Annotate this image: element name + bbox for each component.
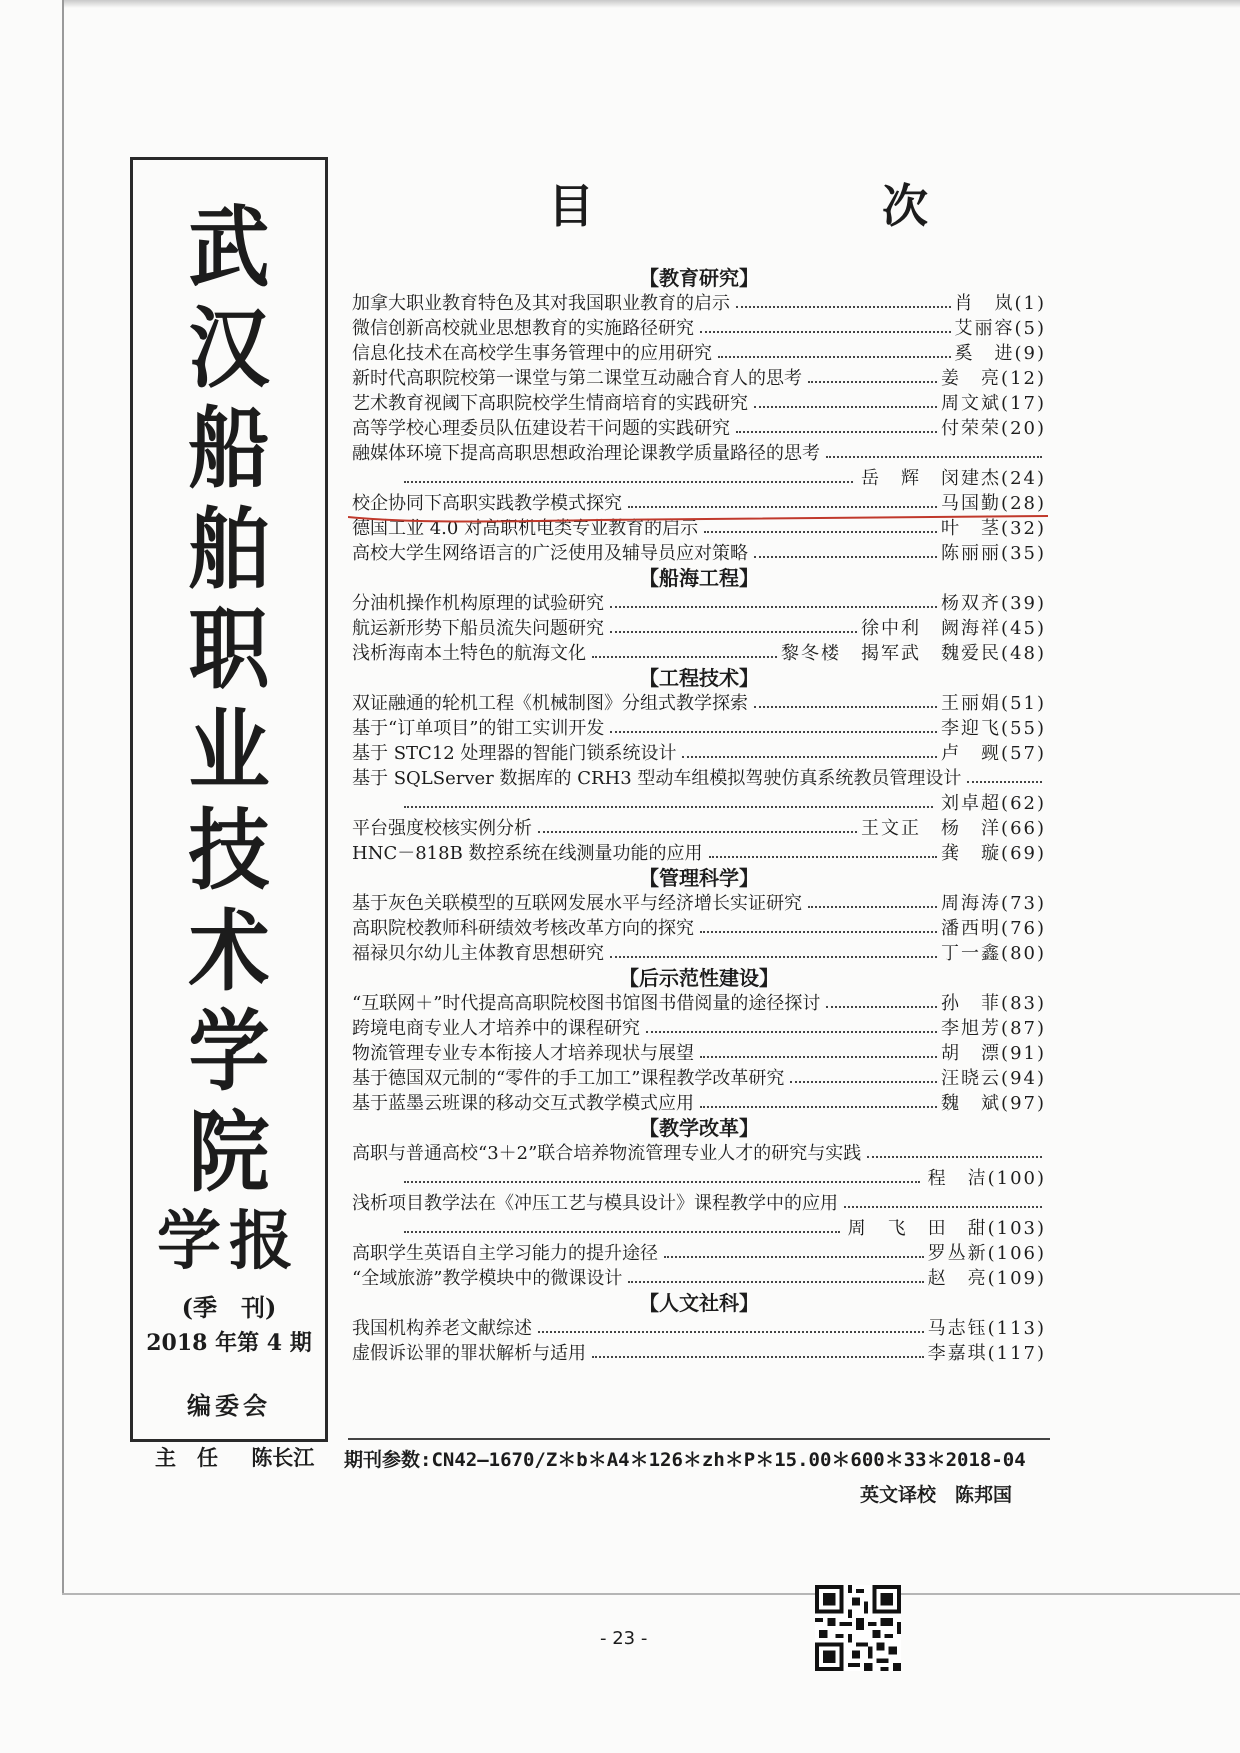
dot-leader (790, 1081, 937, 1083)
dot-leader (826, 456, 1042, 458)
red-underline-annotation (348, 514, 1048, 524)
article-title: 高职学生英语自主学习能力的提升途径 (352, 1243, 658, 1264)
dot-leader (610, 956, 937, 958)
article-author-page: 徐中利 阙海祥(45) (861, 618, 1046, 639)
article-title: 双证融通的轮机工程《机械制图》分组式教学探索 (352, 693, 748, 714)
dot-leader (538, 1331, 924, 1333)
toc-section-heading: 【后示范性建设】 (619, 966, 779, 990)
article-author-page: 姜 亮(12) (941, 368, 1046, 389)
toc-entry[interactable] (352, 616, 1046, 641)
article-author-page: 胡 漂(91) (941, 1043, 1046, 1064)
toc-entry[interactable] (352, 291, 1046, 316)
dot-leader (826, 1006, 937, 1008)
toc-title (548, 170, 928, 236)
article-title: “全域旅游”教学模块中的微课设计 (352, 1268, 623, 1289)
toc-entry[interactable] (352, 441, 1046, 466)
article-title: 航运新形势下船员流失问题研究 (352, 618, 604, 639)
toc-section-heading: 【工程技术】 (639, 666, 759, 690)
english-translator: 英文译校 陈邦国 (860, 1484, 1013, 1506)
article-title: 微信创新高校就业思想教育的实施路径研究 (352, 318, 694, 339)
article-author-page: 马志钰(113) (927, 1318, 1046, 1339)
article-title: 分油机操作机构原理的试验研究 (352, 593, 604, 614)
dot-leader (700, 931, 937, 933)
toc-entry[interactable] (352, 891, 1046, 916)
toc-entry[interactable] (352, 916, 1046, 941)
article-title: 新时代高职院校第一课堂与第二课堂互动融合育人的思考 (352, 368, 802, 389)
article-title: 高职院校教师科研绩效考核改革方向的探究 (352, 918, 694, 939)
article-title: 艺术教育视阈下高职院校学生情商培育的实践研究 (352, 393, 748, 414)
toc-entry[interactable] (352, 591, 1046, 616)
toc-entry[interactable] (352, 491, 1046, 516)
article-title: HNC－818B 数控系统在线测量功能的应用 (352, 843, 703, 864)
dot-leader (646, 1031, 937, 1033)
article-author-page: 汪晓云(94) (941, 1068, 1046, 1089)
article-title: 基于灰色关联模型的互联网发展水平与经济增长实证研究 (352, 893, 802, 914)
article-author-page: 孙 菲(83) (941, 993, 1046, 1014)
toc-entry[interactable] (352, 1241, 1046, 1266)
journal-name-char: 汉 (188, 295, 270, 400)
article-author-page: 龚 璇(69) (941, 843, 1046, 864)
dot-leader (736, 306, 951, 308)
dot-leader (404, 1231, 840, 1233)
dot-leader (610, 631, 857, 633)
journal-name-char: 技 (188, 798, 270, 902)
article-author-page: 艾丽容(5) (954, 318, 1046, 339)
article-title: 跨境电商专业人才培养中的课程研究 (352, 1018, 640, 1039)
article-title: 高等学校心理委员队伍建设若干问题的实践研究 (352, 418, 730, 439)
toc-entry[interactable] (352, 391, 1046, 416)
toc-entry-continuation (352, 1216, 1046, 1241)
article-title: 融媒体环境下提高高职思想政治理论课教学质量路径的思考 (352, 443, 820, 464)
chief-name: 陈长江 (251, 1445, 315, 1470)
article-author-page: 赵 亮(109) (927, 1268, 1046, 1289)
table-of-contents (352, 266, 1046, 1436)
dot-leader (808, 906, 937, 908)
toc-entry[interactable] (352, 766, 1046, 791)
article-author-page: 卢 觋(57) (941, 743, 1046, 764)
article-author-page: 罗丛新(106) (927, 1243, 1046, 1264)
dot-leader (709, 856, 938, 858)
article-author-page: 王文正 杨 洋(66) (861, 818, 1046, 839)
dot-leader (628, 1281, 923, 1283)
journal-parameters: 期刊参数:CN42—1670/Z＊b＊A4＊126＊zh＊P＊15.00＊600＊33＊2018-04 (344, 1449, 1026, 1471)
article-author-page: 黎冬楼 揭军武 魏爱民(48) (781, 643, 1046, 664)
article-author-page: 肖 岚(1) (954, 293, 1046, 314)
dot-leader (592, 1356, 924, 1358)
toc-entry[interactable] (352, 1316, 1046, 1341)
toc-entry[interactable] (352, 841, 1046, 866)
article-author-page: 周文斌(17) (941, 393, 1046, 414)
toc-section-heading: 【管理科学】 (639, 866, 759, 890)
journal-name-char: 船 (188, 396, 270, 500)
article-author-page: 李旭芳(87) (941, 1018, 1046, 1039)
journal-name-char: 学 (188, 999, 270, 1103)
toc-entry[interactable] (352, 1091, 1046, 1116)
toc-entry[interactable] (352, 366, 1046, 391)
article-title: 福禄贝尔幼儿主体教育思想研究 (352, 943, 604, 964)
toc-entry-continuation (352, 466, 1046, 491)
qr-code-icon (815, 1585, 901, 1671)
article-author-page: 李嘉琪(117) (927, 1343, 1046, 1364)
toc-entry[interactable] (352, 716, 1046, 741)
toc-section-heading: 【教育研究】 (639, 266, 759, 290)
article-title: 信息化技术在高校学生事务管理中的应用研究 (352, 343, 712, 364)
toc-bottom-rule (348, 1438, 1050, 1440)
toc-section-heading: 【教学改革】 (639, 1116, 759, 1140)
toc-entry[interactable] (352, 1016, 1046, 1041)
toc-entry[interactable] (352, 1341, 1046, 1366)
article-title: 加拿大职业教育特色及其对我国职业教育的启示 (352, 293, 730, 314)
toc-entry[interactable] (352, 1041, 1046, 1066)
toc-entry[interactable] (352, 341, 1046, 366)
dot-leader (664, 1256, 924, 1258)
article-author-page: 陈丽丽(35) (941, 543, 1046, 564)
dot-leader (404, 481, 853, 483)
toc-entry[interactable] (352, 541, 1046, 566)
article-title: 浅析海南本土特色的航海文化 (352, 643, 586, 664)
dot-leader (700, 331, 951, 333)
dot-leader (844, 1206, 1042, 1208)
article-author-page: 李迎飞(55) (941, 718, 1046, 739)
article-title: 基于德国双元制的“零件的手工加工”课程教学改革研究 (352, 1068, 785, 1089)
dot-leader (610, 731, 937, 733)
dot-leader (404, 806, 933, 808)
toc-entry[interactable] (352, 816, 1046, 841)
article-title: 平台强度校核实例分析 (352, 818, 532, 839)
article-title: 虚假诉讼罪的罪状解析与适用 (352, 1343, 586, 1364)
dot-leader (718, 356, 951, 358)
dot-leader (592, 656, 777, 658)
journal-suffix: 学报 (157, 1204, 301, 1279)
toc-entry[interactable] (352, 991, 1046, 1016)
article-title: 基于 STC12 处理器的智能门锁系统设计 (352, 743, 677, 764)
article-title: 高校大学生网络语言的广泛使用及辅导员应对策略 (352, 543, 748, 564)
dot-leader (610, 606, 937, 608)
scan-edge-left (62, 0, 64, 1595)
journal-name-char: 武 (188, 195, 270, 299)
article-author-page: 程 洁(100) (927, 1168, 1046, 1189)
toc-entry[interactable] (352, 316, 1046, 341)
journal-name-char: 职 (188, 597, 270, 701)
article-author-page: 奚 进(9) (954, 343, 1046, 364)
dot-leader (754, 556, 937, 558)
journal-name-vertical (133, 197, 325, 1202)
journal-name-char: 业 (188, 697, 270, 802)
scan-edge-top (62, 0, 1240, 8)
article-author-page: 叶 茎(32) (941, 518, 1046, 539)
toc-entry[interactable] (352, 941, 1046, 966)
journal-name-char: 舶 (188, 496, 270, 601)
toc-entry-continuation (352, 791, 1046, 816)
toc-entry[interactable] (352, 641, 1046, 666)
dot-leader (700, 1106, 937, 1108)
article-author-page: 周 飞 田 甜(103) (847, 1218, 1046, 1239)
dot-leader (704, 531, 937, 533)
toc-title-right: 次 (882, 179, 928, 233)
page-number: - 23 - (600, 1628, 648, 1649)
journal-name-panel (130, 157, 328, 1470)
article-title: “互联网＋”时代提高高职院校图书馆图书借阅量的途径探讨 (352, 993, 821, 1014)
toc-entry[interactable] (352, 1191, 1046, 1216)
article-author-page: 马国勤(28) (941, 493, 1046, 514)
article-author-page: 杨双齐(39) (941, 593, 1046, 614)
dot-leader (967, 781, 1042, 783)
dot-leader (682, 756, 937, 758)
toc-section-heading: 【船海工程】 (639, 566, 759, 590)
article-author-page: 王丽娟(51) (941, 693, 1046, 714)
toc-entry[interactable] (352, 741, 1046, 766)
editor-in-chief (155, 1442, 314, 1472)
chief-label: 主 任 (155, 1445, 218, 1470)
journal-name-char: 术 (188, 898, 270, 1003)
dot-leader (754, 706, 937, 708)
article-title: 我国机构养老文献综述 (352, 1318, 532, 1339)
editorial-board-heading: 编委会 (187, 1391, 271, 1420)
article-title: 德国工业 4.0 对高职机电类专业教育的启示 (352, 518, 699, 539)
scan-edge-bottom (62, 1593, 1240, 1595)
issue-number: 2018 年第 4 期 (146, 1330, 312, 1356)
article-title: 浅析项目教学法在《冲压工艺与模具设计》课程教学中的应用 (352, 1193, 838, 1214)
article-title: 基于 SQLServer 数据库的 CRH3 型动车组模拟驾驶仿真系统教员管理设计 (352, 768, 962, 789)
toc-entry[interactable] (352, 1066, 1046, 1091)
toc-entry[interactable] (352, 1266, 1046, 1291)
article-author-page: 刘卓超(62) (941, 793, 1046, 814)
toc-entry[interactable] (352, 416, 1046, 441)
article-author-page: 丁一鑫(80) (941, 943, 1046, 964)
dot-leader (538, 831, 857, 833)
article-title: 基于“订单项目”的钳工实训开发 (352, 718, 605, 739)
journal-name-char: 院 (188, 1099, 270, 1204)
dot-leader (736, 431, 937, 433)
article-author-page: 魏 斌(97) (941, 1093, 1046, 1114)
dot-leader (808, 381, 937, 383)
toc-entry[interactable] (352, 1141, 1046, 1166)
dot-leader (404, 1181, 920, 1183)
dot-leader (628, 506, 937, 508)
dot-leader (867, 1156, 1042, 1158)
toc-entry[interactable] (352, 691, 1046, 716)
article-title: 基于蓝墨云班课的移动交互式教学模式应用 (352, 1093, 694, 1114)
article-author-page: 周海涛(73) (941, 893, 1046, 914)
toc-section-heading: 【人文社科】 (639, 1291, 759, 1315)
article-title: 物流管理专业专本衔接人才培养现状与展望 (352, 1043, 694, 1064)
toc-title-left: 目 (548, 179, 594, 233)
article-author-page: 付荣荣(20) (941, 418, 1046, 439)
article-title: 高职与普通高校“3＋2”联合培养物流管理专业人才的研究与实践 (352, 1143, 862, 1164)
toc-entry-continuation (352, 1166, 1046, 1191)
article-author-page: 潘西明(76) (941, 918, 1046, 939)
article-title: 校企协同下高职实践教学模式探究 (352, 493, 622, 514)
dot-leader (700, 1056, 937, 1058)
publication-frequency: (季 刊) (181, 1293, 277, 1322)
article-author-page: 岳 辉 闵建杰(24) (861, 468, 1046, 489)
dot-leader (754, 406, 937, 408)
